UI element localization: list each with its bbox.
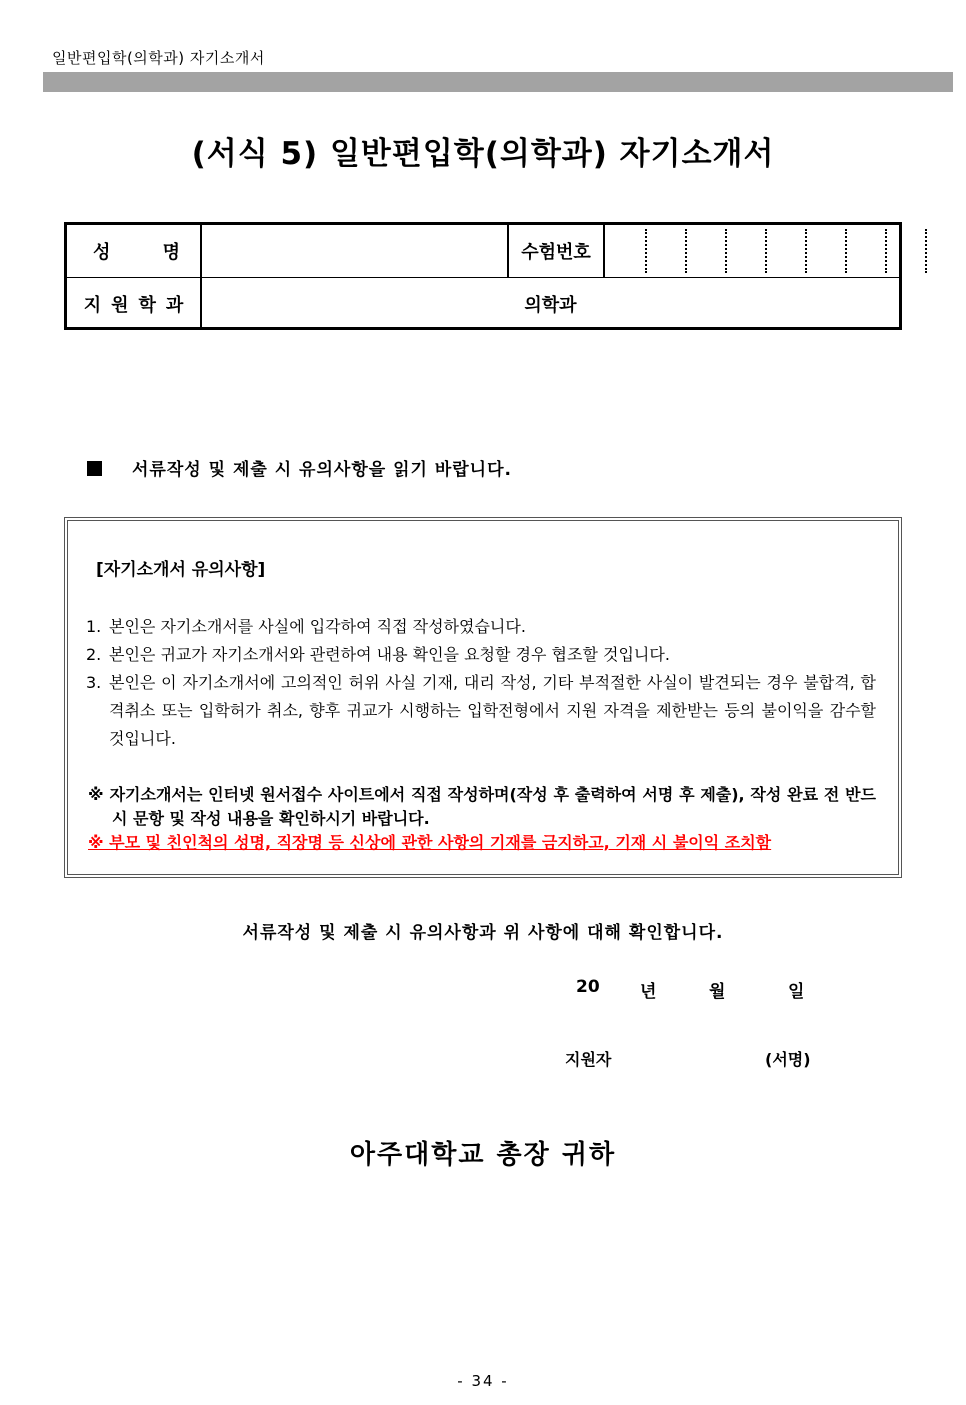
name-field[interactable] [202, 225, 509, 277]
table-row [67, 225, 899, 278]
running-header: 일반편입학(의학과) 자기소개서 [52, 49, 265, 67]
notice-box-title: [자기소개서 유의사항] [96, 560, 266, 580]
date-year-prefix: 20 [576, 977, 600, 997]
exam-digit-divider [805, 229, 807, 273]
list-item [86, 669, 876, 753]
writing-instruction-note: ※ 자기소개서는 인터넷 원서접수 사이트에서 직접 작성하며(작성 후 출력하여 서명 후 제출), 작성 완료 전 반드시 문항 및 작성 내용을 확인하시기 바랍니다. [88, 785, 876, 828]
page-number: - 34 - [457, 1372, 509, 1390]
header-bar [43, 72, 953, 92]
list-item-number: 2. [86, 645, 102, 664]
confirmation-statement: 서류작성 및 제출 시 유의사항과 위 사항에 대해 확인합니다. [242, 923, 724, 943]
exam-number-label: 수험번호 [509, 225, 605, 277]
list-item-text: 본인은 이 자기소개서에 고의적인 허위 사실 기재, 대리 작성, 기타 부적절한 사실이 발견되는 경우 불합격, 합격취소 또는 입학허가 취소, 향후 귀교가 시행하는 입학전형에서 지원 자격을 제한받는 등의 불이익을 감수할 것입니다. [109, 673, 876, 748]
list-item [86, 613, 876, 641]
exam-digit-divider [845, 229, 847, 273]
exam-number-field[interactable] [605, 225, 899, 277]
notice-box-inner-border [67, 520, 899, 875]
exam-digit-divider [925, 229, 927, 273]
department-label: 지원학과 [67, 278, 202, 330]
date-day-label: 일 [788, 982, 805, 1002]
notice-box [64, 517, 902, 878]
form-title: (서식 5) 일반편입학(의학과) 자기소개서 [191, 136, 775, 172]
name-label-char-2: 명 [162, 242, 180, 263]
list-item-number: 3. [86, 673, 102, 692]
exam-digit-divider [685, 229, 687, 273]
personal-info-warning: ※ 부모 및 친인척의 성명, 직장명 등 신상에 관한 사항의 기재를 금지하고, 기재 시 불이익 조치함 [88, 833, 772, 852]
exam-digit-divider [885, 229, 887, 273]
list-item [86, 641, 876, 669]
department-value: 의학과 [524, 295, 577, 316]
exam-digit-divider [765, 229, 767, 273]
list-item-text: 본인은 자기소개서를 사실에 입각하여 직접 작성하였습니다. [109, 617, 526, 636]
name-label [67, 225, 202, 277]
notice-heading [87, 455, 512, 480]
notice-list [86, 613, 876, 753]
notice-heading-text: 서류작성 및 제출 시 유의사항을 읽기 바랍니다. [132, 460, 512, 480]
list-item-text: 본인은 귀교가 자기소개서와 관련하여 내용 확인을 요청할 경우 협조할 것입니다. [109, 645, 670, 664]
date-year-label: 년 [640, 982, 657, 1002]
black-square-icon [87, 461, 102, 476]
signature-field[interactable]: (서명) [765, 1050, 811, 1069]
table-row [67, 278, 899, 330]
list-item-number: 1. [86, 617, 102, 636]
exam-digit-divider [645, 229, 647, 273]
applicant-label: 지원자 [565, 1050, 612, 1069]
date-month-label: 월 [709, 982, 726, 1002]
applicant-info-table [64, 222, 902, 330]
name-label-char-1: 성 [93, 242, 111, 263]
addressee: 아주대학교 총장 귀하 [349, 1140, 617, 1170]
exam-digit-divider [725, 229, 727, 273]
